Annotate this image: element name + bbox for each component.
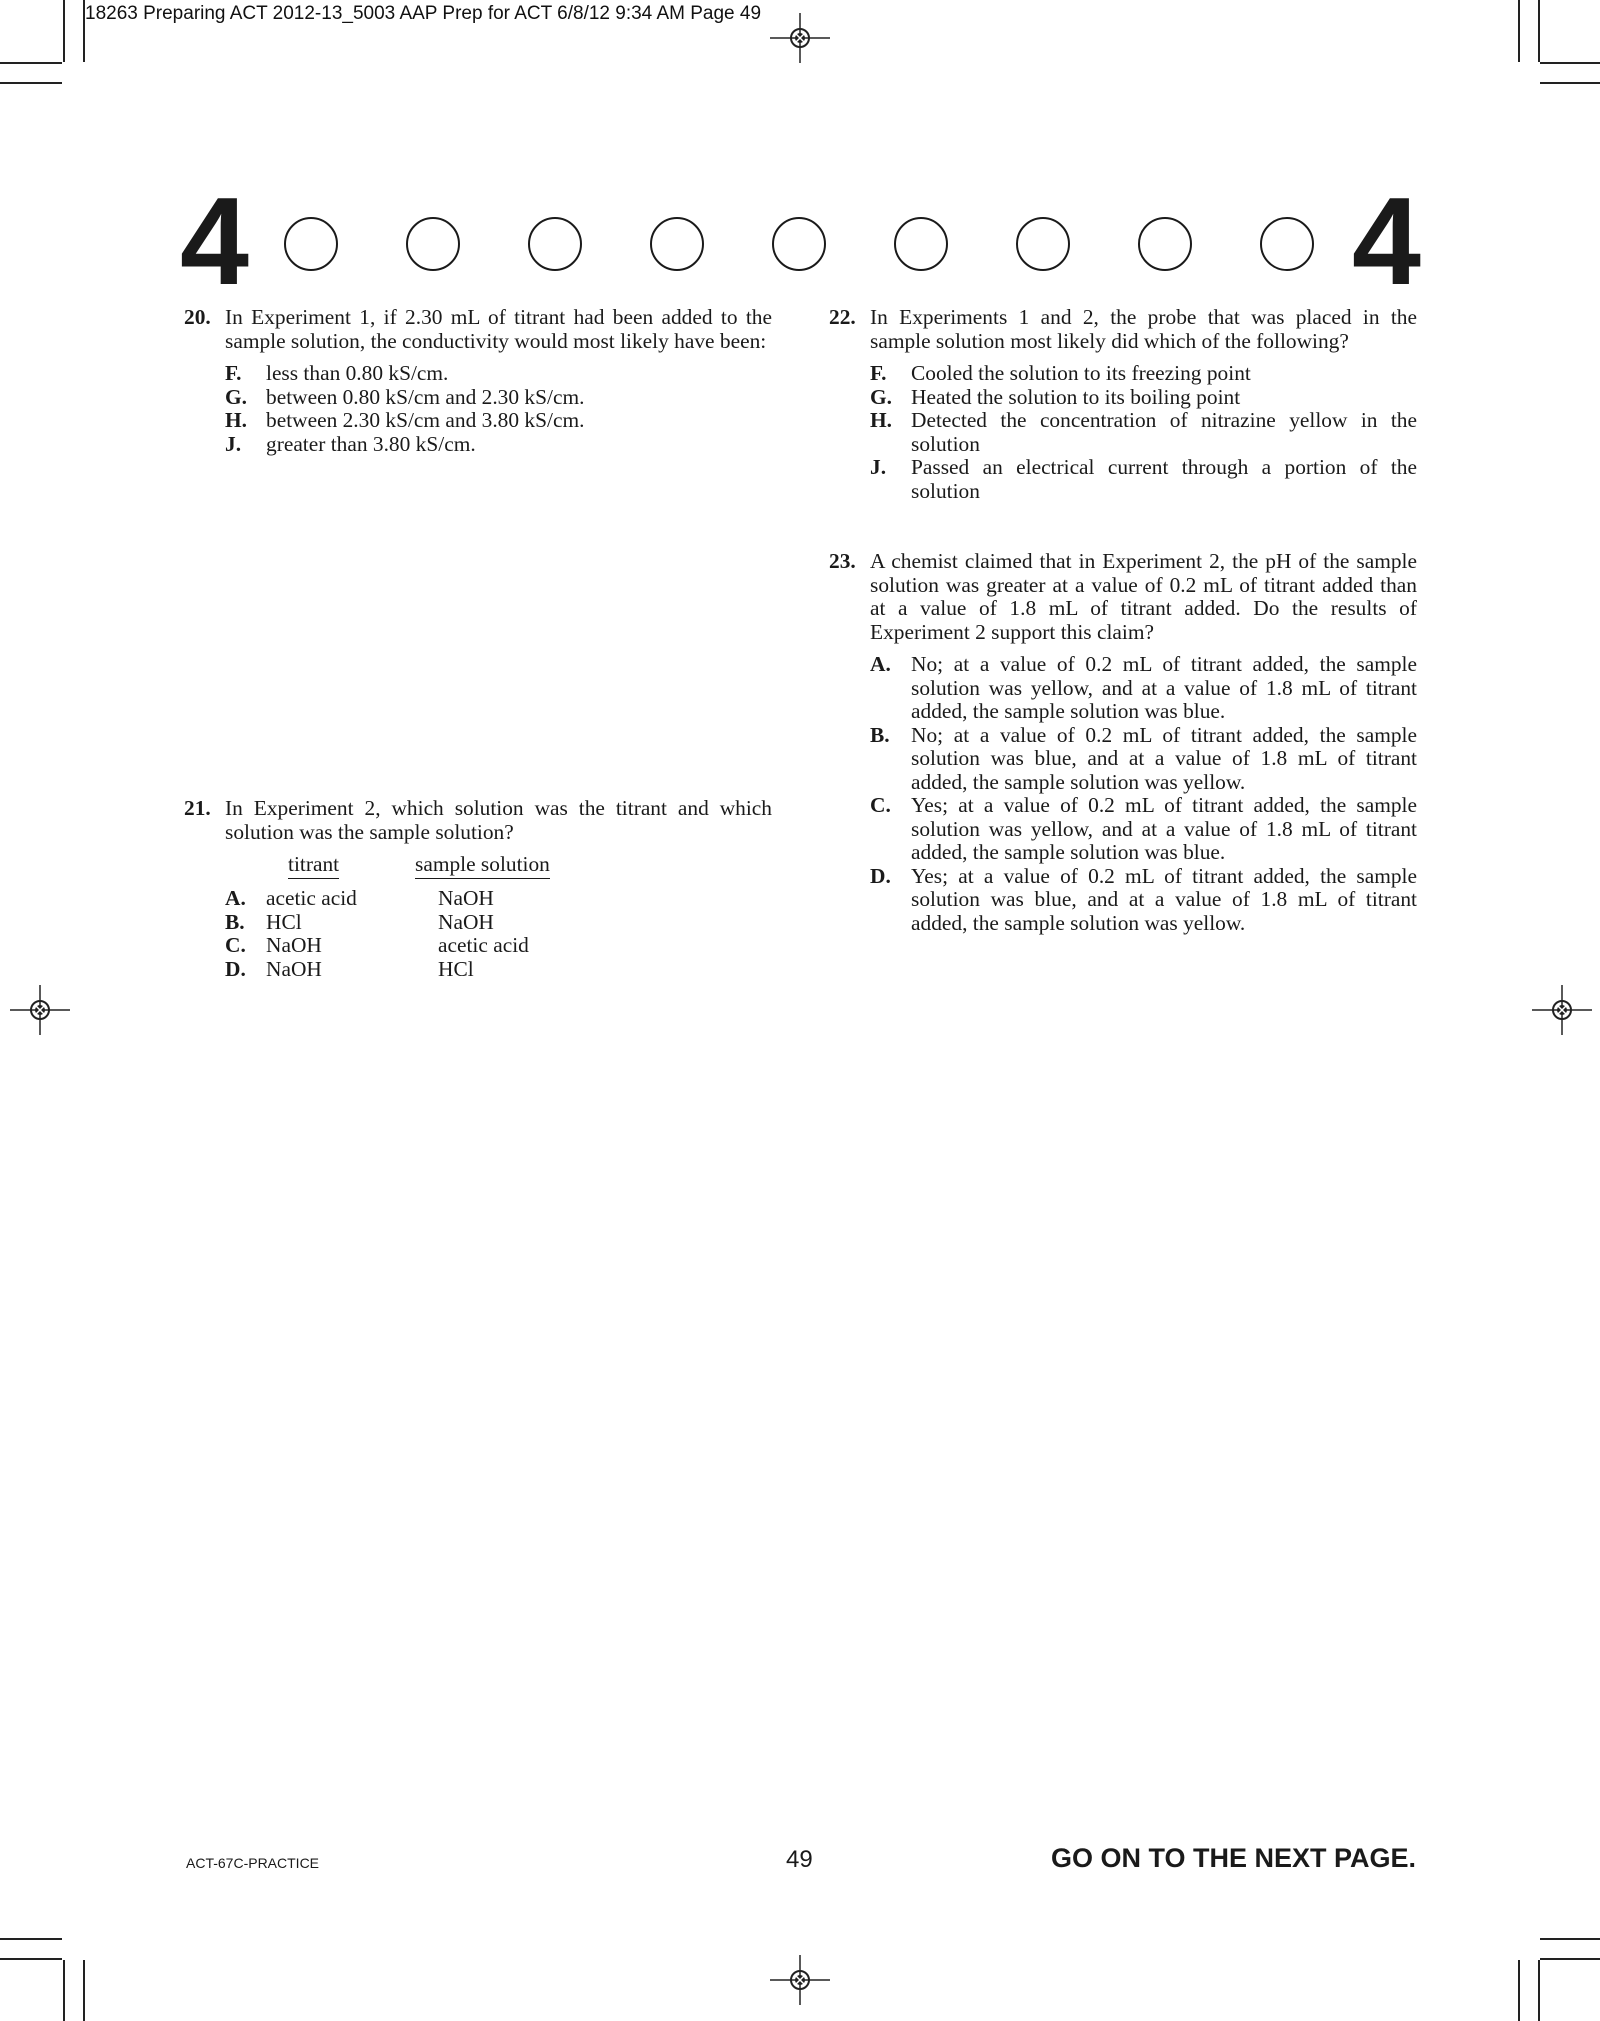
question-21 xyxy=(184,797,772,981)
next-page-instruction: GO ON TO THE NEXT PAGE. xyxy=(1050,1843,1416,1873)
question-23 xyxy=(829,550,1417,935)
divider-circle-icon xyxy=(1260,217,1314,271)
crop-mark xyxy=(83,0,85,62)
registration-mark-icon xyxy=(770,1950,830,2010)
registration-mark-icon xyxy=(1532,980,1592,1040)
question-number: 22. xyxy=(829,305,856,329)
question-22 xyxy=(829,306,1417,503)
crop-mark xyxy=(0,82,62,84)
answer-option[interactable]: B. No; at a value of 0.2 mL of titrant added, the sample solution was blue, and at a value of 1.8 mL of titrant added, the sample solution was yellow. xyxy=(870,722,1417,794)
form-code: ACT-67C-PRACTICE xyxy=(186,1855,320,1871)
column-header-sample-solution: sample solution xyxy=(415,853,550,879)
divider-circle-icon xyxy=(528,217,582,271)
question-number: 23. xyxy=(829,549,856,573)
section-circle-divider xyxy=(284,217,1316,275)
answer-option[interactable]: H. Detected the concentration of nitrazine yellow in the solution xyxy=(870,408,1417,456)
crop-mark xyxy=(1518,1960,1520,2021)
crop-mark xyxy=(0,62,62,64)
crop-mark xyxy=(0,1958,62,1960)
crop-mark xyxy=(1518,0,1520,62)
answer-option[interactable]: A. No; at a value of 0.2 mL of titrant added, the sample solution was yellow, and at a value of 1.8 mL of titrant added, the sample solution was blue. xyxy=(870,652,1417,723)
answer-option[interactable]: A. acetic acid NaOH xyxy=(225,886,494,910)
answer-option[interactable]: D. Yes; at a value of 0.2 mL of titrant added, the sample solution was blue, and at a value of 1.8 mL of titrant added, the sample solution was yellow. xyxy=(870,863,1417,935)
crop-mark xyxy=(83,1960,85,2021)
answer-option[interactable]: C. NaOH acetic acid xyxy=(225,933,529,957)
registration-mark-icon xyxy=(10,980,70,1040)
divider-circle-icon xyxy=(650,217,704,271)
answer-option[interactable]: F. less than 0.80 kS/cm. xyxy=(225,361,449,385)
answer-table xyxy=(225,853,772,981)
crop-mark xyxy=(0,1938,62,1940)
question-stem: In Experiment 1, if 2.30 mL of titrant had been added to the sample solution, the conductivity would most likely have been: xyxy=(225,305,772,353)
answer-option[interactable]: J. Passed an electrical current through a portion of the solution xyxy=(870,455,1417,503)
divider-circle-icon xyxy=(406,217,460,271)
registration-mark-icon xyxy=(770,8,830,68)
divider-circle-icon xyxy=(284,217,338,271)
column-header-titrant: titrant xyxy=(288,853,339,879)
answer-option[interactable]: J. greater than 3.80 kS/cm. xyxy=(225,431,476,456)
question-stem: In Experiments 1 and 2, the probe that was placed in the sample solution most likely did which of the following? xyxy=(870,305,1417,353)
divider-circle-icon xyxy=(894,217,948,271)
answer-option[interactable]: B. HCl NaOH xyxy=(225,909,494,934)
section-number-left: 4 xyxy=(180,173,249,311)
crop-mark xyxy=(63,1960,65,2021)
divider-circle-icon xyxy=(772,217,826,271)
answer-option[interactable]: F. Cooled the solution to its freezing point xyxy=(870,361,1251,385)
crop-mark xyxy=(1540,1958,1600,1960)
crop-mark xyxy=(63,0,65,62)
question-20 xyxy=(184,306,772,456)
crop-mark xyxy=(1540,1938,1600,1940)
crop-mark xyxy=(1540,62,1600,64)
divider-circle-icon xyxy=(1016,217,1070,271)
page-number: 49 xyxy=(786,1846,813,1873)
answer-option[interactable]: H. between 2.30 kS/cm and 3.80 kS/cm. xyxy=(225,408,585,432)
answer-option[interactable]: G. between 0.80 kS/cm and 2.30 kS/cm. xyxy=(225,384,585,409)
crop-mark xyxy=(1538,0,1540,62)
crop-mark xyxy=(1538,1960,1540,2021)
divider-circle-icon xyxy=(1138,217,1192,271)
answer-option[interactable]: D. NaOH HCl xyxy=(225,956,474,981)
question-number: 21. xyxy=(184,796,211,820)
crop-mark xyxy=(1540,82,1600,84)
section-number-right: 4 xyxy=(1352,173,1421,311)
printer-slug: 18263 Preparing ACT 2012-13_5003 AAP Prep for ACT 6/8/12 9:34 AM Page 49 xyxy=(85,3,762,24)
question-stem: In Experiment 2, which solution was the titrant and which solution was the sample solution? xyxy=(225,796,772,844)
question-stem: A chemist claimed that in Experiment 2, the pH of the sample solution was greater at a value of 0.2 mL of titrant added than at a value of 1.8 mL of titrant added. Do the results of Experiment 2 support this claim? xyxy=(870,549,1417,644)
answer-option[interactable]: C. Yes; at a value of 0.2 mL of titrant added, the sample solution was yellow, and at a value of 1.8 mL of titrant added, the sample solution was blue. xyxy=(870,793,1417,864)
answer-option[interactable]: G. Heated the solution to its boiling point xyxy=(870,384,1241,409)
question-number: 20. xyxy=(184,305,211,329)
